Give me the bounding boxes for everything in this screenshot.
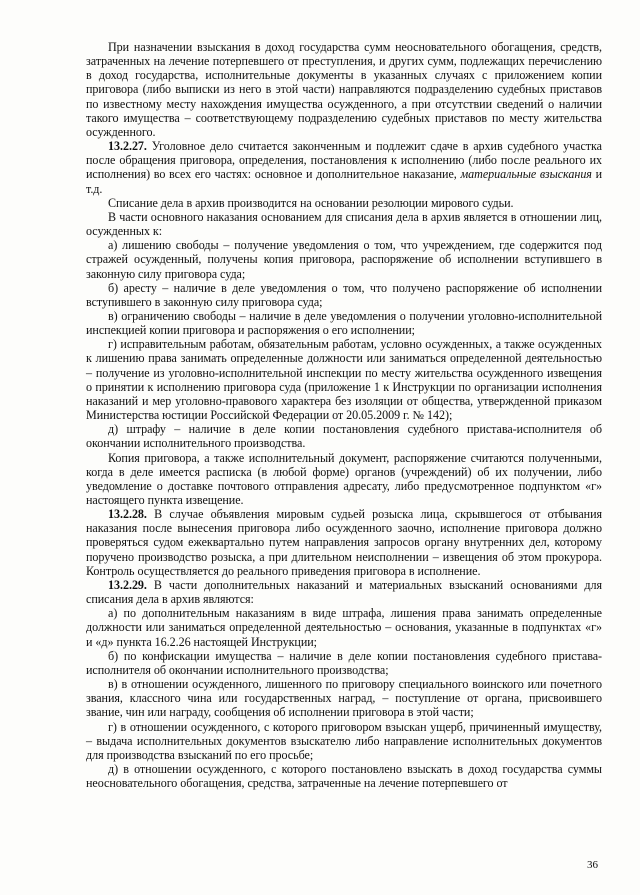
paragraph — [86, 762, 602, 790]
text-run: д) в отношении осужденного, с которого постановлено взыскать в доход государства суммы неосновательного обогащения, средства, затраченные на лечение потерпевшего от — [86, 761, 602, 791]
section-number: 13.2.29. — [108, 577, 147, 592]
paragraph — [86, 40, 602, 139]
paragraph — [86, 507, 602, 578]
text-run: В части дополнительных наказаний и материальных взысканий основаниями для списания дела в архив являются: — [86, 577, 602, 607]
text-run: б) по конфискации имущества – наличие в деле копии постановления судебного пристава-исполнителя об окончании исполнительного производства; — [86, 648, 602, 677]
text-run: Уголовное дело считается законченным и подлежит сдаче в архив судебного участка после обращения приговора, определения, постановления к исполнению (либо после реального их исполнения) во всех его частях: основное и дополнительное наказание, — [86, 139, 602, 182]
paragraph — [86, 649, 602, 677]
paragraph — [86, 578, 602, 606]
text-run: В случае объявления мировым судьей розыска лица, скрывшегося от отбывания наказания после вынесения приговора либо осужденного заочно, исполнение приговора должно проверяться судом ежеквартально путем направления запросов органу внутренних дел, которому поручено производство розыска, а при длительном неисполнении – извещения об этом прокурора. Контроль осуществляется до реального приведения приговора в исполнение. — [86, 507, 602, 578]
text-run: в) ограничению свободы – наличие в деле уведомления о получении уголовно-исполнительной инспекцией копии приговора и распоряжения о его исполнении; — [86, 308, 602, 338]
text-run: б) аресту – наличие в деле уведомления о том, что получено распоряжение об исполнении вступившего в законную силу приговора суда; — [86, 280, 602, 309]
text-run: в) в отношении осужденного, лишенного по приговору специального воинского или почетного звания, классного чина или государственных наград, – поступление от органа, присвоившего звание, чин или награду, сообщения об исполнении приговора в этой части; — [86, 677, 602, 720]
text-run: г) исправительным работам, обязательным работам, условно осужденных, а также осужденных к лишению права занимать определенные должности или заниматься определенной деятельностью – получение из уголовно-исполнительной инспекции по месту жительства осужденного извещения о принятии к исполнению приговора суда (приложение 1 к Инструкции по организации исполнения наказаний и мер уголовно-правового характера без изоляции от общества, утвержденной приказом Министерства юстиции Российской Федерации от 20.05.2009 г. № 142); — [86, 337, 602, 423]
paragraph — [86, 451, 602, 508]
section-number: 13.2.28. — [108, 507, 147, 522]
section-number: 13.2.27. — [108, 139, 147, 154]
paragraph — [86, 720, 602, 762]
paragraph — [86, 210, 602, 238]
text-run: и т.д. — [86, 167, 602, 196]
document-body — [86, 40, 602, 790]
paragraph — [86, 238, 602, 280]
paragraph — [86, 337, 602, 422]
paragraph — [86, 606, 602, 648]
text-run: а) по дополнительным наказаниям в виде штрафа, лишения права занимать определенные должности или заниматься определенной деятельностью – основания, указанные в подпунктах «г» и «д» пункта 16.2.26 настоящей Инструкции; — [86, 606, 602, 649]
paragraph — [86, 139, 602, 196]
paragraph — [86, 677, 602, 719]
text-run: г) в отношении осужденного, с которого приговором взыскан ущерб, причиненный имуществу, – выдача исполнительных документов взыскателю либо направление исполнительных документов для производства взысканий по его просьбе; — [86, 719, 602, 762]
text-run: В части основного наказания основанием для списания дела в архив является в отношении лиц, осужденных к: — [86, 209, 602, 239]
text-run: а) лишению свободы – получение уведомления о том, что учреждением, где содержится под стражей осужденный, получены копия приговора, распоряжение об исполнении вступившего в законную силу приговора суда; — [86, 238, 602, 281]
text-run: Списание дела в архив производится на основании резолюции мирового судьи. — [108, 195, 514, 210]
paragraph — [86, 196, 602, 210]
emphasis-text: материальные взыскания — [460, 167, 592, 182]
text-run: д) штрафу – наличие в деле копии постановления судебного пристава-исполнителя об окончании исполнительного производства. — [86, 422, 602, 451]
paragraph — [86, 309, 602, 337]
paragraph — [86, 281, 602, 309]
paragraph — [86, 422, 602, 450]
text-run: При назначении взыскания в доход государства сумм неосновательного обогащения, средств, затраченных на лечение потерпевшего от преступления, и других сумм, подлежащих перечислению в доход государства, исполнительные документы в указанных случаях с приложением копии приговора (либо выписки из него в этой части) направляются подразделению судебных приставов по известному месту нахождения имущества осужденного, а при отсутствии сведений о наличии такого имущества – соответствующему подразделению судебных приставов по месту жительства осужденного. — [86, 40, 602, 139]
page-number: 36 — [587, 859, 598, 871]
text-run: Копия приговора, а также исполнительный документ, распоряжение считаются полученными, когда в деле имеется расписка (в любой форме) органов (учреждений) об их получении, либо уведомление о доставке почтового отправления адресату, либо предусмотренное подпунктом «г» настоящего пункта извещение. — [86, 450, 602, 507]
